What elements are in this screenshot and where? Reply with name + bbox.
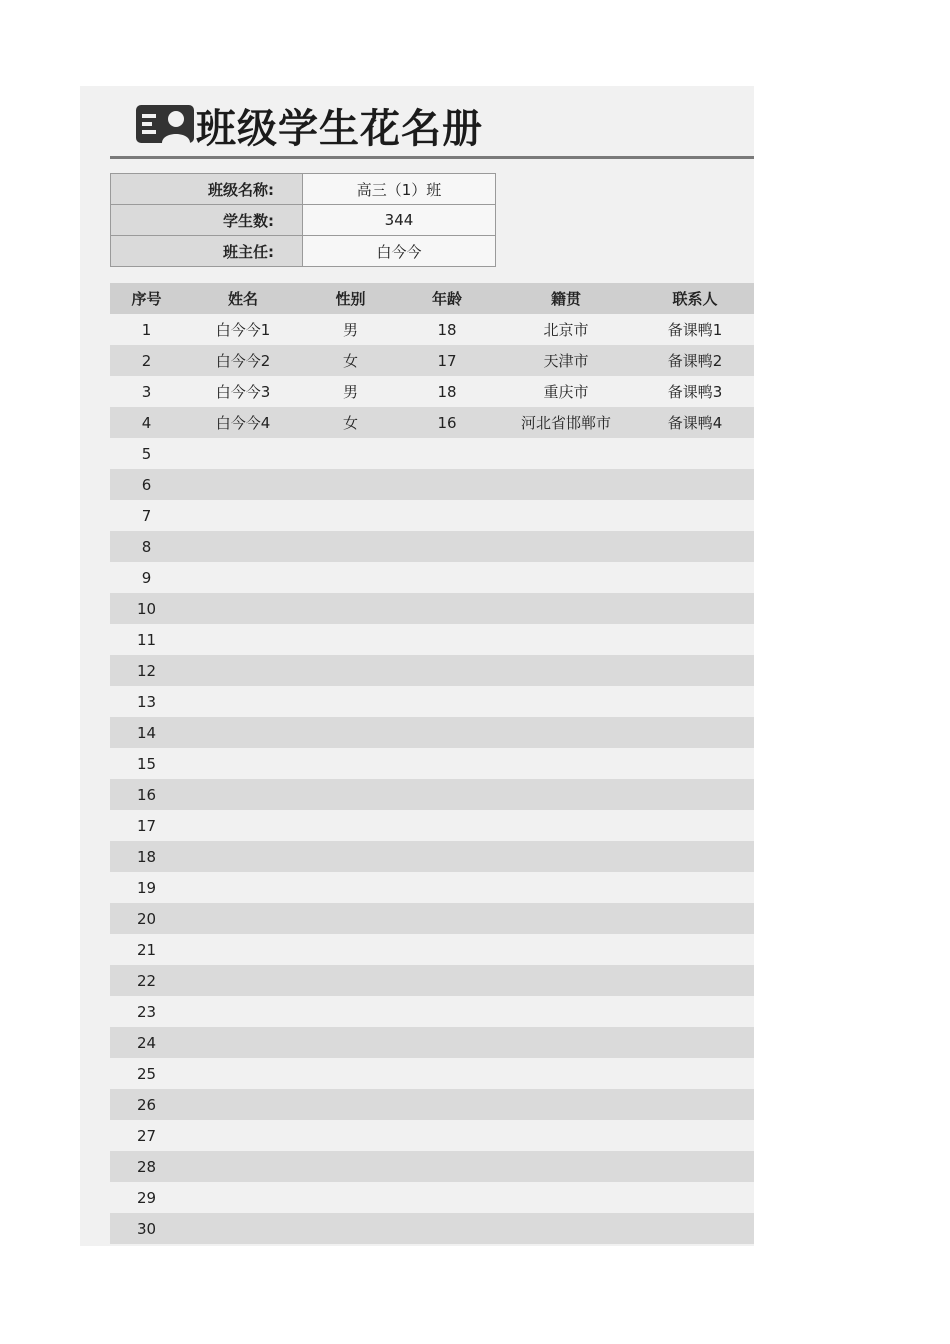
table-cell[interactable]: 北京市 [543,321,589,339]
table-row [110,903,754,934]
table-row [110,1120,754,1151]
table-cell[interactable]: 18 [437,382,457,401]
table-cell[interactable]: 天津市 [543,352,589,370]
table-cell[interactable]: 白今今1 [215,321,271,339]
column-header: 姓名 [227,290,258,308]
table-cell[interactable]: 15 [136,754,157,773]
title-row [110,96,483,154]
table-cell[interactable]: 29 [136,1188,157,1207]
info-label: 学生数: [111,205,303,236]
table-cell[interactable]: 12 [136,661,157,680]
page-title: 班级学生花名册 [196,105,483,152]
table-row [110,314,754,345]
table-cell[interactable]: 30 [136,1219,157,1238]
table-row [110,872,754,903]
table-cell[interactable]: 27 [136,1126,157,1145]
table-row [110,531,754,562]
table-cell[interactable]: 17 [437,351,457,370]
column-header: 联系人 [672,290,718,308]
column-header: 籍贯 [550,290,581,308]
student-card-icon [136,105,194,145]
table-cell[interactable]: 5 [141,444,152,463]
table-cell[interactable]: 备课鸭3 [667,383,723,401]
info-value[interactable]: 白今今 [303,236,496,267]
table-row [110,1151,754,1182]
table-row [110,965,754,996]
table-cell[interactable]: 河北省邯郸市 [520,414,611,432]
table-cell[interactable]: 17 [136,816,157,835]
table-cell[interactable]: 18 [136,847,157,866]
table-cell[interactable]: 8 [141,537,152,556]
table-row [110,376,754,407]
table-cell[interactable]: 4 [141,413,152,432]
table-row [110,624,754,655]
info-label: 班级名称: [111,174,303,205]
table-cell[interactable]: 女 [342,414,358,432]
table-cell[interactable]: 女 [342,352,358,370]
table-row [110,500,754,531]
info-value[interactable]: 344 [303,205,496,236]
table-cell[interactable]: 9 [141,568,152,587]
table-cell[interactable]: 28 [136,1157,157,1176]
table-cell[interactable]: 重庆市 [543,383,589,401]
table-cell[interactable]: 14 [136,723,157,742]
table-row [110,748,754,779]
table-cell[interactable]: 26 [136,1095,157,1114]
table-cell[interactable]: 白今今2 [215,352,271,370]
table-row [110,407,754,438]
table-cell[interactable]: 13 [136,692,157,711]
class-info-table [110,173,496,267]
info-row-student-count [111,205,496,236]
table-row [110,655,754,686]
table-cell[interactable]: 备课鸭1 [667,321,723,339]
table-body [110,314,754,1244]
table-row [110,686,754,717]
table-cell[interactable]: 男 [342,383,358,401]
table-row [110,438,754,469]
table-cell[interactable]: 3 [141,382,152,401]
table-cell[interactable]: 男 [342,321,358,339]
table-row [110,469,754,500]
table-cell[interactable]: 16 [437,413,457,432]
table-cell[interactable]: 18 [437,320,457,339]
info-label: 班主任: [111,236,303,267]
table-cell[interactable]: 备课鸭4 [667,414,723,432]
student-roster-table [110,283,754,1244]
table-row [110,562,754,593]
table-row [110,810,754,841]
table-row [110,841,754,872]
table-cell[interactable]: 10 [136,599,157,618]
column-header: 年龄 [431,290,462,308]
table-row [110,593,754,624]
table-cell[interactable]: 20 [136,909,157,928]
table-row [110,717,754,748]
info-value[interactable]: 高三（1）班 [303,174,496,205]
table-cell[interactable]: 16 [136,785,157,804]
table-row [110,1089,754,1120]
table-row [110,1213,754,1244]
table-cell[interactable]: 19 [136,878,157,897]
table-cell[interactable]: 1 [141,320,152,339]
table-cell[interactable]: 白今今4 [215,414,271,432]
table-cell[interactable]: 7 [141,506,152,525]
table-cell[interactable]: 白今今3 [215,383,271,401]
table-row [110,779,754,810]
table-cell[interactable]: 11 [136,630,157,649]
table-cell[interactable]: 备课鸭2 [667,352,723,370]
table-cell[interactable]: 24 [136,1033,157,1052]
column-header: 序号 [131,290,162,308]
table-header-row [110,283,754,314]
info-row-head-teacher [111,236,496,267]
table-cell[interactable]: 22 [136,971,157,990]
title-divider [110,156,754,159]
table-cell[interactable]: 6 [141,475,152,494]
table-row [110,934,754,965]
table-cell[interactable]: 21 [136,940,157,959]
column-header: 性别 [335,290,366,308]
table-row [110,996,754,1027]
table-cell[interactable]: 25 [136,1064,157,1083]
info-row-class-name [111,174,496,205]
table-row [110,1027,754,1058]
table-cell[interactable]: 2 [141,351,152,370]
table-row [110,1058,754,1089]
table-cell[interactable]: 23 [136,1002,157,1021]
table-row [110,345,754,376]
table-row [110,1182,754,1213]
